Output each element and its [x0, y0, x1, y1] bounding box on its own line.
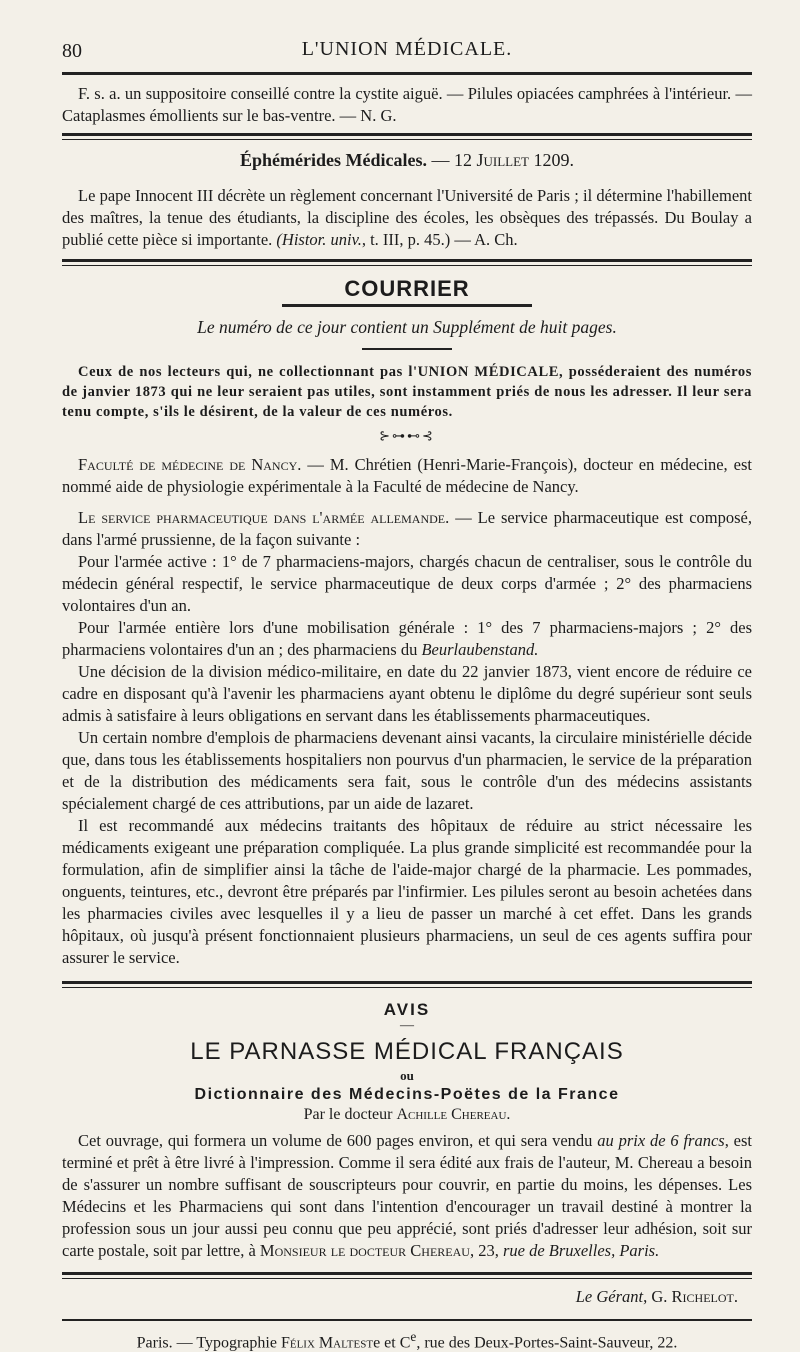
small-divider: [362, 348, 452, 350]
pharma-item: [62, 507, 752, 551]
emplois-text: Un certain nombre d'emplois de pharmaciens devenant ainsi vacants, la circulaire ministérielle décide que, dans tous les établissements hospitaliers non pourvus d'un pharmacien, le service de la préparation et de la distribution des médicaments sera fait, sous le contrôle d'un des médecins assistants spécialement chargé de ces attributions, par un aide de lazaret.: [62, 728, 752, 813]
parnasse-title: LE PARNASSE MÉDICAL FRANÇAIS: [190, 1038, 624, 1065]
ornament-divider: ⊱⊶⊷⊰: [379, 428, 435, 443]
pharma-lead: Le service pharmaceutique dans l'armée allemande.: [78, 508, 450, 527]
avis-dash: —: [400, 1018, 414, 1033]
supplement-notice: Le numéro de ce jour contient un Supplément de huit pages.: [197, 317, 617, 337]
avis-address: rue de Bruxelles, Paris.: [502, 1241, 660, 1260]
avis-body: [62, 1130, 752, 1262]
decision-text: Une décision de la division médico-militaire, en date du 22 janvier 1873, vient encore de réduire ce cadre en disposant qu'à l'avenir les pharmaciens ayant obtenu le diplôme du degré supérieur sont seuls admis à satisfaire à leurs obligations en servant dans les établissements pharmaceutiques.: [62, 662, 752, 725]
pharma-text: — Le service pharmaceutique est composé, dans l'armé prussienne, de la façon suivante :: [62, 508, 752, 549]
imprint-sup: e: [410, 1329, 417, 1344]
avis-body-2: , est terminé et prêt à être livré à l'impression. Comme il sera édité aux frais de l'auteur, M. Chereau a besoin de s'assurer un nombre suffisant de souscripteurs pour couvrir, en partie du moins, les dépenses. Les Médecins et les Pharmaciens qui sont dans l'intention d'encourager un travail destiné à montrer la profession sous un jour aussi peu connu que peu apprécié, sont priés d'adresser leur adhésion, soit sur carte postale, soit par lettre, à: [62, 1131, 752, 1260]
dictionnaire-subtitle: Dictionnaire des Médecins-Poëtes de la France: [194, 1086, 620, 1103]
active-army-text: Pour l'armée active : 1° de 7 pharmaciens-majors, chargés chacun de centraliser, sous le contrôle du médecin général respectif, le service pharmaceutique de deux corps d'armée ; 2° des pharmaciens volontaires d'un an.: [62, 552, 752, 615]
avis-body-3: , 23,: [469, 1241, 503, 1260]
ephemerides-heading: [62, 150, 752, 171]
page-header: [62, 0, 752, 70]
imprint-rule: [62, 1319, 752, 1321]
avis-body-1: Cet ouvrage, qui formera un volume de 600 pages environ, et qui sera vendu: [78, 1131, 598, 1150]
avis-price: au prix de 6 francs: [597, 1131, 725, 1150]
mobilisation-body: Pour l'armée entière lors d'une mobilisation générale : 1° des 7 pharmaciens-majors ; 2° des pharmaciens volontaires d'un an ; des pharmaciens du: [62, 618, 752, 659]
section-divider: [62, 981, 752, 988]
author-line: [62, 1106, 752, 1124]
imprint-rest: e et C: [373, 1334, 411, 1352]
ou-connector: ou: [400, 1068, 414, 1083]
gerant-label: Le Gérant: [575, 1287, 644, 1306]
avis-title: AVIS: [383, 1000, 431, 1019]
ephemerides-month: Juillet: [476, 150, 529, 170]
mobilisation-text: [62, 617, 752, 661]
imprint-prefix: Paris. — Typographie: [136, 1334, 281, 1352]
avis-addressee: Monsieur le docteur Chereau: [259, 1241, 470, 1260]
author-prefix: Par le docteur: [303, 1106, 397, 1123]
imprint-name: Félix Maltest: [280, 1334, 374, 1352]
ephemerides-citation: (Histor. univ.: [276, 230, 362, 249]
ephemerides-date-prefix: — 12: [426, 150, 477, 170]
imprint-end: , rue des Deux-Portes-Saint-Sauveur, 22.: [416, 1334, 678, 1352]
author-name: Achille Chereau.: [396, 1106, 511, 1123]
footer-divider: [62, 1272, 752, 1279]
courrier-rule: [282, 304, 532, 307]
readers-notice: Ceux de nos lecteurs qui, ne collectionnant pas l'UNION MÉDICALE, posséderaient des numéros de janvier 1873 qui ne leur seraient pas utiles, sont instamment priés de nous les adresser. Il leur sera tenu compte, s'ils le désirent, de la valeur de ces numéros.: [62, 364, 752, 420]
header-rule: [62, 72, 752, 75]
ephemerides-year: 1209.: [528, 150, 574, 170]
page-number: 80: [62, 40, 82, 62]
nancy-lead: Faculté de médecine de Nancy.: [78, 455, 302, 474]
ephemerides-body: [62, 185, 752, 251]
printer-imprint: [62, 1329, 752, 1352]
section-divider: [62, 133, 752, 140]
nancy-text: — M. Chrétien (Henri-Marie-François), docteur en médecine, est nommé aide de physiologie expérimentale à la Faculté de médecine de Nancy.: [62, 455, 752, 496]
courrier-title: COURRIER: [344, 276, 470, 301]
ephemerides-title: Éphémérides Médicales.: [240, 150, 427, 170]
ephemerides-text: Le pape Innocent III décrète un règlement concernant l'Université de Paris ; il détermine l'habillement des maîtres, la tenue des étudiants, la discipline des écoles, les obsèques des trépassés. Du Boulay a publié cette pièce si importante.: [62, 186, 752, 249]
gerant-name: , G. Richelot.: [643, 1287, 738, 1306]
nancy-item: [62, 454, 752, 498]
ephemerides-citation-rest: , t. III, p. 45.) — A. Ch.: [361, 230, 518, 249]
prescription-text: F. s. a. un suppositoire conseillé contre la cystite aiguë. — Pilules opiacées camphrées à l'intérieur. — Cataplasmes émollients sur le bas-ventre. — N. G.: [62, 84, 752, 125]
gerant-signature: [62, 1287, 738, 1307]
running-head: L'UNION MÉDICALE.: [301, 38, 513, 60]
mobilisation-italic: Beurlaubenstand.: [421, 640, 539, 659]
recommande-text: Il est recommandé aux médecins traitants des hôpitaux de réduire au strict nécessaire les médicaments exigeant une préparation compliquée. La plus grande simplicité est recommandée pour la formulation, afin de simplifier ainsi la tâche de l'aide-major chargé de la pharmacie. Les pommades, onguents, teintures, etc., devront être préparés par l'infirmier. Les pilules seront au besoin achetées dans les pharmacies civiles avec lesquelles il y a lieu de passer un marché à cet effet. Dans les grands hôpitaux, où jusqu'à présent fonctionnaient plusieurs pharmaciens, un seul de ces agents suffira pour assurer le service.: [62, 816, 752, 967]
section-divider: [62, 259, 752, 266]
